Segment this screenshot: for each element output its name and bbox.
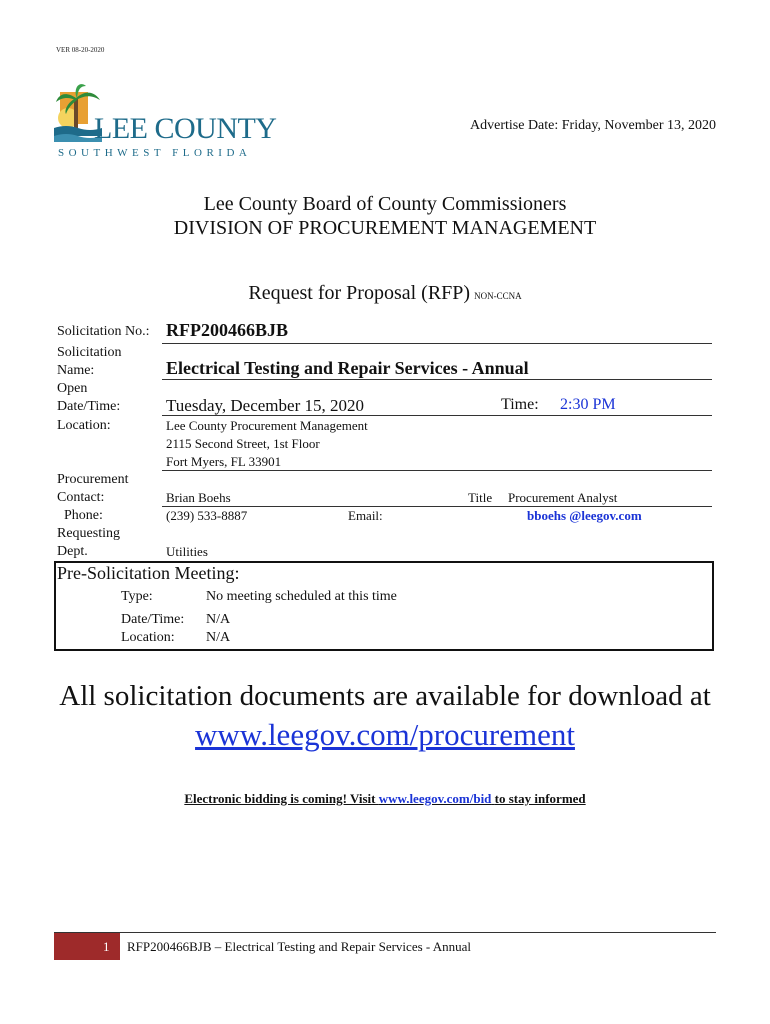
open-time: 2:30 PM (560, 396, 616, 413)
phone-value: (239) 533-8887 (166, 508, 248, 523)
open-label-2: Date/Time: (57, 399, 121, 414)
open-date: Tuesday, December 15, 2020 (166, 396, 364, 415)
dept-value: Utilities (166, 544, 208, 559)
bid-link[interactable]: www.leegov.com/bid (378, 791, 492, 806)
pre-solicitation-title: Pre-Solicitation Meeting: (57, 563, 240, 583)
divider (162, 379, 712, 380)
meeting-type-label: Type: (121, 589, 153, 604)
solicitation-number-label: Solicitation No.: (57, 324, 150, 339)
meeting-location-label: Location: (121, 630, 175, 645)
divider (162, 506, 712, 507)
rfp-tag: NON-CCNA (474, 291, 522, 301)
contact-title: Procurement Analyst (508, 490, 618, 505)
meeting-datetime-label: Date/Time: (121, 612, 185, 627)
divider (162, 470, 712, 471)
board-heading: Lee County Board of County Commissioners (203, 193, 567, 215)
meeting-type: No meeting scheduled at this time (206, 589, 397, 604)
rfp-heading (0, 282, 770, 305)
phone-label: Phone: (64, 508, 103, 523)
divider (162, 415, 712, 416)
title-label: Title (468, 490, 493, 505)
email-label: Email: (348, 508, 383, 523)
page-number-box (54, 933, 120, 960)
page-number: 1 (103, 939, 110, 954)
footer-divider (54, 932, 716, 933)
ebid-text: Electronic bidding is coming! Visit (184, 791, 376, 806)
location-line-1: Lee County Procurement Management (166, 418, 368, 433)
footer-text: RFP200466BJB – Electrical Testing and Repair Services - Annual (127, 939, 472, 954)
logo-wordmark: LEE COUNTY (94, 112, 277, 145)
location-line-2: 2115 Second Street, 1st Floor (166, 436, 320, 451)
contact-name: Brian Boehs (166, 490, 231, 505)
division-heading: DIVISION OF PROCUREMENT MANAGEMENT (173, 217, 597, 239)
open-label-1: Open (57, 381, 88, 396)
dept-label-1: Requesting (57, 526, 120, 541)
email-link[interactable]: bboehs @leegov.com (527, 508, 642, 523)
logo-subtitle: SOUTHWEST FLORIDA (58, 147, 252, 159)
advertise-date: Advertise Date: Friday, November 13, 2020 (470, 118, 716, 133)
procurement-link[interactable]: www.leegov.com/procurement (195, 717, 575, 752)
version-label: VER 08-20-2020 (56, 46, 105, 54)
contact-label-1: Procurement (57, 472, 129, 487)
ebid-suffix: to stay informed (494, 791, 586, 806)
solicitation-name: Electrical Testing and Repair Services - Annual (166, 358, 529, 378)
rfp-title: Request for Proposal (RFP) (248, 282, 471, 304)
solicitation-name-label-1: Solicitation (57, 345, 122, 360)
download-notice: All solicitation documents are available for download at (59, 680, 711, 712)
electronic-bidding-notice (0, 791, 770, 807)
location-line-3: Fort Myers, FL 33901 (166, 454, 282, 469)
solicitation-name-label-2: Name: (57, 363, 95, 378)
divider (162, 343, 712, 344)
contact-label-2: Contact: (57, 490, 105, 505)
meeting-datetime: N/A (206, 612, 231, 627)
time-label: Time: (501, 396, 539, 413)
dept-label-2: Dept. (57, 544, 88, 559)
meeting-location: N/A (206, 630, 231, 645)
location-label: Location: (57, 418, 111, 433)
solicitation-number: RFP200466BJB (166, 320, 289, 340)
